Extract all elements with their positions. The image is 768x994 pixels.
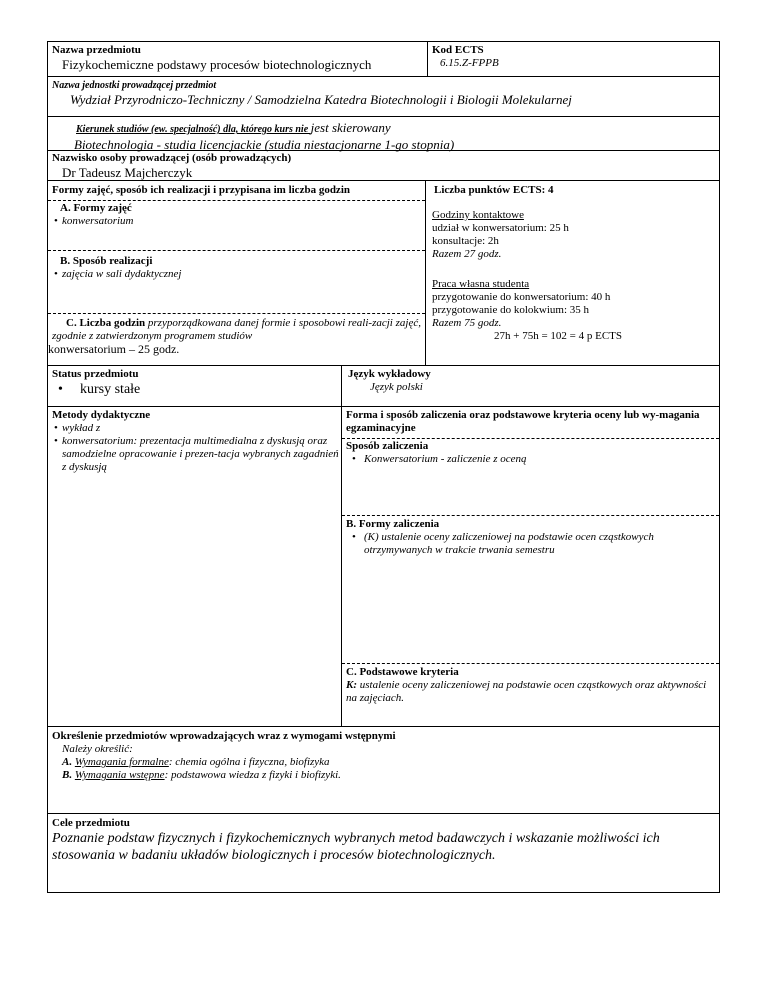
criteria-label: C. Podstawowe kryteria (346, 666, 459, 678)
language-value: Język polski (370, 381, 423, 393)
forms-header: Formy zajęć, sposób ich realizacji i przypisana im liczba godzin (52, 184, 350, 196)
field-of-study-label: Kierunek studiów (ew. specjalność) dla, którego kurs nie jest skierowany (76, 120, 391, 135)
assessment-forms-item: • (K) ustalenie oceny zaliczeniowej na podstawie ocen cząstkowych otrzymywanych w trakcie trwania semestru (346, 531, 719, 557)
teacher-row (47, 150, 720, 180)
methods-label: Metody dydaktyczne (52, 409, 151, 421)
methods-item-1: • wykład z (48, 422, 339, 435)
course-name-value: Fizykochemiczne podstawy procesów biotechnologicznych (62, 57, 372, 72)
methods-assessment-row (47, 406, 720, 726)
unit-row (47, 76, 720, 116)
forms-c-value: konwersatorium – 25 godz. (48, 342, 180, 356)
assessment-method-label: Sposób zaliczenia (346, 440, 429, 452)
assessment-label: Forma i sposób zaliczenia oraz podstawowe kryteria oceny lub wy-magania egzaminacyjne (346, 409, 700, 434)
status-value: • kursy stałe (52, 381, 341, 398)
prerequisites-label: Określenie przedmiotów wprowadzających wraz z wymogami wstępnymi (52, 730, 396, 742)
forms-b-item: • zajęcia w sali dydaktycznej (48, 268, 425, 281)
assessment-forms-label: B. Formy zaliczenia (346, 518, 440, 530)
contact-hours-2: konsultacje: 2h (432, 235, 499, 247)
course-name-label: Nazwa przedmiotu (52, 44, 141, 56)
assessment-method-item: • Konwersatorium - zaliczenie z oceną (346, 453, 719, 466)
teacher-label: Nazwisko osoby prowadzącej (osób prowadzących) (52, 152, 292, 164)
status-row (47, 365, 720, 406)
forms-b-label: B. Sposób realizacji (60, 255, 153, 267)
ects-code-label: Kod ECTS (432, 44, 484, 56)
ects-total: 27h + 75h = 102 = 4 p ECTS (494, 330, 623, 342)
prerequisites-initial: B. Wymagania wstępne: podstawowa wiedza z fizyki i biofizyki. (62, 769, 341, 781)
field-of-study-value: Biotechnologia - studia licencjackie (studia niestacjonarne 1-go stopnia) (74, 137, 455, 152)
goals-text: Poznanie podstaw fizycznych i fizykochemicznych wybranych metod badawczych i wskazanie możliwości ich stosowania w badaniu układów biologicznych i procesów biotechnologicznych. (52, 831, 660, 863)
prerequisites-intro: Należy określić: (62, 743, 133, 755)
methods-item-2: • konwersatorium: prezentacja multimedialna z dyskusją oraz samodzielne opracowanie i prezen-tacja wybranych zagadnień z dyskusją (48, 435, 339, 474)
forms-ects-row (47, 180, 720, 365)
prerequisites-formal: A. Wymagania formalne: chemia ogólna i fizyczna, biofizyka (62, 756, 330, 768)
ects-code-value: 6.15.Z-FPPB (440, 57, 499, 69)
goals-row (47, 813, 720, 893)
forms-c-text: C. Liczba godzin przyporządkowana danej formie i sposobowi reali-zacji zajęć, zgodnie z zatwierdzonym programem studiów (52, 317, 421, 342)
own-work-label: Praca własna studenta (432, 278, 530, 290)
course-card (47, 41, 720, 893)
teacher-value: Dr Tadeusz Majcherczyk (62, 165, 193, 180)
unit-label: Nazwa jednostki prowadzącej przedmiot (52, 80, 217, 91)
course-name-row (47, 41, 720, 76)
field-of-study-row (47, 116, 720, 150)
forms-a-label: A. Formy zajęć (60, 202, 132, 214)
prerequisites-row (47, 726, 720, 813)
contact-hours-label: Godziny kontaktowe (432, 209, 524, 221)
criteria-text: K: ustalenie oceny zaliczeniowej na podstawie ocen cząstkowych oraz aktywności na zajęciach. (346, 679, 707, 704)
own-work-1: przygotowanie do konwersatorium: 40 h (432, 291, 611, 303)
contact-hours-1: udział w konwersatorium: 25 h (432, 222, 569, 234)
own-work-sum: Razem 75 godz. (432, 317, 502, 329)
forms-a-item: • konwersatorium (48, 215, 425, 228)
own-work-2: przygotowanie do kolokwium: 35 h (432, 304, 590, 316)
language-label: Język wykładowy (348, 368, 431, 380)
goals-label: Cele przedmiotu (52, 817, 130, 829)
unit-value: Wydział Przyrodniczo-Techniczny / Samodzielna Katedra Biotechnologii i Biologii Molekularnej (70, 92, 572, 107)
ects-points-header: Liczba punktów ECTS: 4 (434, 184, 554, 196)
contact-hours-sum: Razem 27 godz. (432, 248, 502, 260)
status-label: Status przedmiotu (52, 368, 139, 380)
